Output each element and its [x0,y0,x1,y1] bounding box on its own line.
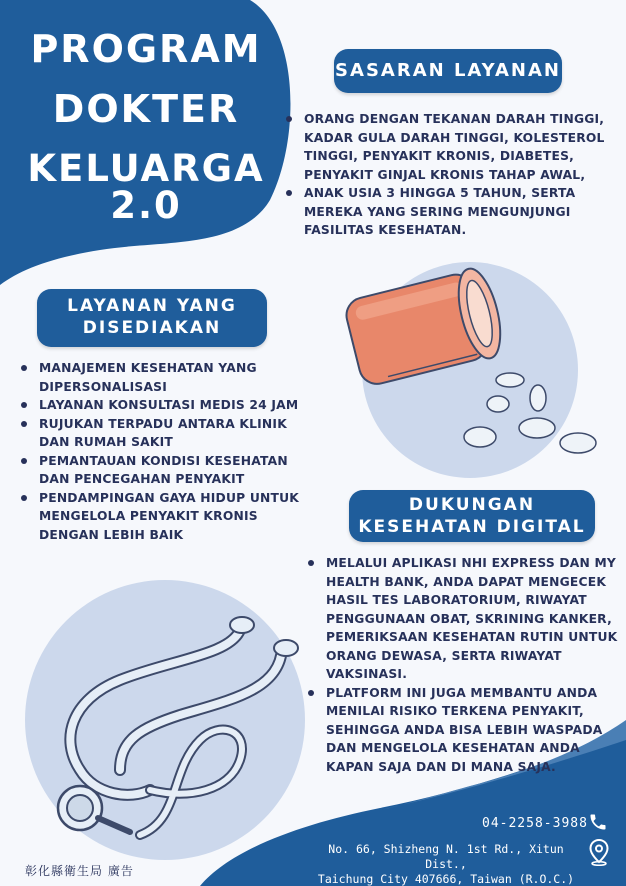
list-item: PENDAMPINGAN GAYA HIDUP UNTUK MENGELOLA PENYAKIT KRONIS DENGAN LEBIH BAIK [19,489,319,545]
digital-list [306,554,618,776]
list-item: RUJUKAN TERPADU ANTARA KLINIK DAN RUMAH SAKIT [19,415,319,452]
digital-heading-line-2: KESEHATAN DIGITAL [358,517,586,537]
layanan-heading [37,289,267,347]
sasaran-list [284,110,614,240]
address [306,842,586,886]
title-line-1: PROGRAM [30,27,262,71]
digital-heading-line-1: DUKUNGAN [408,495,536,515]
layanan-list [19,359,319,544]
list-item: PEMANTAUAN KONDISI KESEHATAN DAN PENCEGAHAN PENYAKIT [19,452,319,489]
list-item: ORANG DENGAN TEKANAN DARAH TINGGI, KADAR GULA DARAH TINGGI, KOLESTEROL TINGGI, PENYAKIT KRONIS, DIABETES, PENYAKIT GINJAL KRONIS TAHAP AWAL, [284,110,614,184]
footer-credit: 彰化縣衛生局 廣告 [25,864,134,878]
title-line-2: DOKTER [52,87,240,131]
title-line-3: KELUARGA 2.0 [27,147,265,227]
phone-number: 04-2258-3988 [482,816,588,831]
list-item: ANAK USIA 3 HINGGA 5 TAHUN, SERTA MEREKA YANG SERING MENGUNJUNGI FASILITAS KESEHATAN. [284,184,614,240]
list-item: MANAJEMEN KESEHATAN YANG DIPERSONALISASI [19,359,319,396]
address-line-2: Taichung City 407666, Taiwan (R.O.C.) [317,872,575,886]
list-item: PLATFORM INI JUGA MEMBANTU ANDA MENILAI RISIKO TERKENA PENYAKIT, SEHINGGA ANDA BISA LEBIH WASPADA DAN MENGELOLA KESEHATAN ANDA KAPAN SAJA DAN DI MANA SAJA. [306,684,618,777]
location-pin-icon [588,838,610,866]
sasaran-heading: SASARAN LAYANAN [334,49,562,93]
phone-icon [588,812,608,832]
digital-heading [349,490,595,542]
list-item: MELALUI APLIKASI NHI EXPRESS DAN MY HEALTH BANK, ANDA DAPAT MENGECEK HASIL TES LABORATORIUM, RIWAYAT PENGGUNAAN OBAT, SKRINING KANKER, PEMERIKSAAN KESEHATAN RUTIN UNTUK ORANG DEWASA, SERTA RIWAYAT VAKSINASI. [306,554,618,684]
layanan-heading-line-2: DISEDIAKAN [82,318,222,338]
layanan-heading-line-1: LAYANAN YANG [67,296,237,316]
address-line-1: No. 66, Shizheng N. 1st Rd., Xitun Dist., [328,842,564,871]
page-title [16,27,276,227]
list-item: LAYANAN KONSULTASI MEDIS 24 JAM [19,396,319,415]
